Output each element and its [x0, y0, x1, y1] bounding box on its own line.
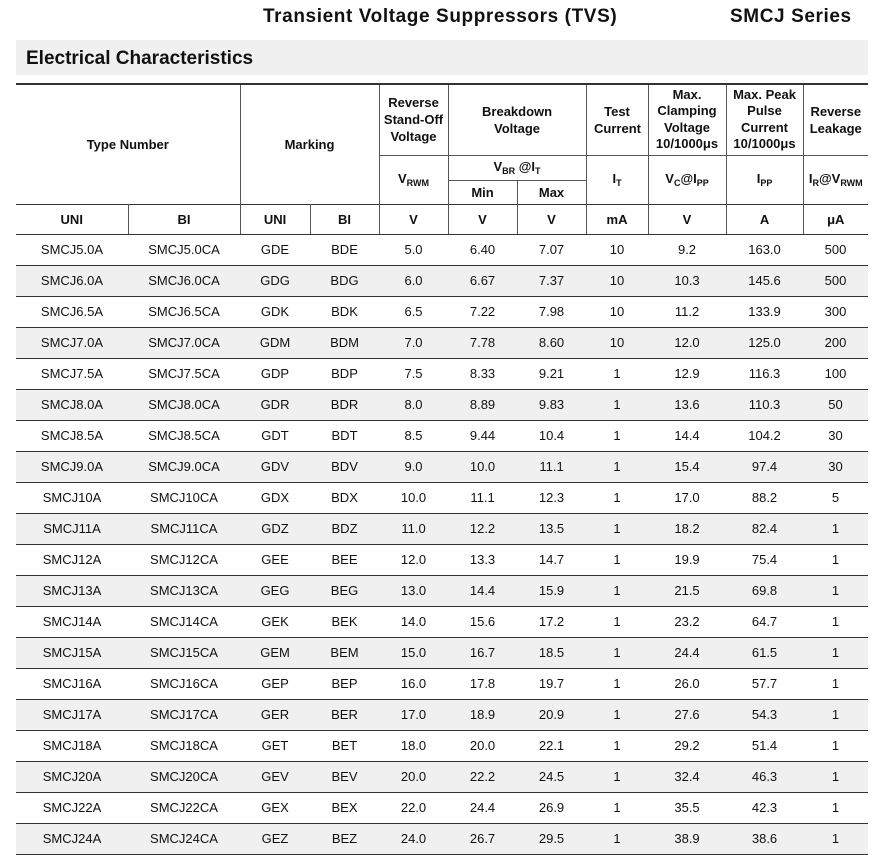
cell-vrwm: 6.0: [379, 265, 448, 296]
cell-it: 10: [586, 296, 648, 327]
cell-ir: 1: [803, 637, 868, 668]
cell-it: 1: [586, 606, 648, 637]
cell-type-uni: SMCJ14A: [16, 606, 128, 637]
cell-type-bi: SMCJ6.0CA: [128, 265, 240, 296]
cell-ir: 1: [803, 544, 868, 575]
cell-type-bi: SMCJ18CA: [128, 730, 240, 761]
cell-vc: 18.2: [648, 513, 726, 544]
cell-vbr-min: 14.4: [448, 575, 517, 606]
cell-vc: 9.2: [648, 234, 726, 265]
cell-vrwm: 24.0: [379, 823, 448, 854]
table-row: [16, 792, 868, 823]
table-row: [16, 265, 868, 296]
cell-it: 1: [586, 513, 648, 544]
cell-vbr-min: 13.3: [448, 544, 517, 575]
units-row: [16, 204, 868, 234]
cell-marking-bi: BDM: [310, 327, 379, 358]
table-row: [16, 699, 868, 730]
cell-marking-uni: GDK: [240, 296, 310, 327]
cell-ir: 1: [803, 668, 868, 699]
cell-ipp: 104.2: [726, 420, 803, 451]
cell-vc: 13.6: [648, 389, 726, 420]
cell-marking-uni: GEV: [240, 761, 310, 792]
cell-marking-bi: BDX: [310, 482, 379, 513]
cell-type-uni: SMCJ6.5A: [16, 296, 128, 327]
cell-marking-bi: BEK: [310, 606, 379, 637]
cell-vbr-max: 14.7: [517, 544, 586, 575]
reverse-leakage-header: [803, 84, 868, 155]
clamping-voltage-label: Max. Clamping Voltage 10/1000μs: [655, 86, 719, 152]
cell-vrwm: 5.0: [379, 234, 448, 265]
unit-cell: V: [517, 204, 586, 234]
cell-marking-bi: BEP: [310, 668, 379, 699]
cell-ipp: 69.8: [726, 575, 803, 606]
cell-vbr-min: 8.89: [448, 389, 517, 420]
reverse-standoff-label: Reverse Stand-Off Voltage: [383, 95, 444, 145]
unit-cell: BI: [310, 204, 379, 234]
cell-vc: 23.2: [648, 606, 726, 637]
cell-type-uni: SMCJ11A: [16, 513, 128, 544]
cell-ipp: 46.3: [726, 761, 803, 792]
table-row: [16, 451, 868, 482]
cell-vbr-max: 15.9: [517, 575, 586, 606]
cell-vrwm: 20.0: [379, 761, 448, 792]
cell-it: 1: [586, 761, 648, 792]
cell-vbr-min: 6.67: [448, 265, 517, 296]
cell-marking-bi: BEE: [310, 544, 379, 575]
cell-marking-bi: BET: [310, 730, 379, 761]
cell-type-bi: SMCJ12CA: [128, 544, 240, 575]
cell-ir: 1: [803, 699, 868, 730]
cell-it: 1: [586, 575, 648, 606]
cell-vc: 19.9: [648, 544, 726, 575]
cell-vbr-max: 13.5: [517, 513, 586, 544]
unit-cell: μA: [803, 204, 868, 234]
cell-type-bi: SMCJ7.0CA: [128, 327, 240, 358]
cell-vc: 14.4: [648, 420, 726, 451]
unit-cell: V: [448, 204, 517, 234]
cell-marking-bi: BDE: [310, 234, 379, 265]
cell-vbr-max: 24.5: [517, 761, 586, 792]
cell-vbr-max: 10.4: [517, 420, 586, 451]
cell-vrwm: 12.0: [379, 544, 448, 575]
cell-type-uni: SMCJ17A: [16, 699, 128, 730]
cell-vc: 38.9: [648, 823, 726, 854]
marking-header: Marking: [240, 84, 379, 204]
cell-vrwm: 9.0: [379, 451, 448, 482]
cell-vrwm: 8.5: [379, 420, 448, 451]
table-row: [16, 823, 868, 854]
cell-ipp: 75.4: [726, 544, 803, 575]
cell-ipp: 110.3: [726, 389, 803, 420]
cell-vbr-min: 7.22: [448, 296, 517, 327]
cell-ipp: 125.0: [726, 327, 803, 358]
cell-type-uni: SMCJ5.0A: [16, 234, 128, 265]
cell-ipp: 57.7: [726, 668, 803, 699]
cell-vbr-max: 29.5: [517, 823, 586, 854]
cell-marking-bi: BEX: [310, 792, 379, 823]
cell-ir: 300: [803, 296, 868, 327]
cell-ipp: 163.0: [726, 234, 803, 265]
cell-vbr-min: 16.7: [448, 637, 517, 668]
cell-vbr-min: 11.1: [448, 482, 517, 513]
cell-ipp: 133.9: [726, 296, 803, 327]
cell-type-bi: SMCJ11CA: [128, 513, 240, 544]
cell-marking-uni: GDE: [240, 234, 310, 265]
cell-vbr-max: 19.7: [517, 668, 586, 699]
cell-vbr-max: 7.37: [517, 265, 586, 296]
cell-ipp: 64.7: [726, 606, 803, 637]
reverse-standoff-header: [379, 84, 448, 155]
cell-vbr-max: 11.1: [517, 451, 586, 482]
cell-marking-uni: GEG: [240, 575, 310, 606]
table-row: [16, 482, 868, 513]
unit-cell: A: [726, 204, 803, 234]
cell-type-bi: SMCJ7.5CA: [128, 358, 240, 389]
cell-ir: 1: [803, 606, 868, 637]
cell-ir: 5: [803, 482, 868, 513]
unit-cell: V: [379, 204, 448, 234]
cell-type-bi: SMCJ17CA: [128, 699, 240, 730]
cell-marking-bi: BDZ: [310, 513, 379, 544]
cell-vbr-min: 26.7: [448, 823, 517, 854]
cell-type-bi: SMCJ24CA: [128, 823, 240, 854]
cell-ir: 500: [803, 234, 868, 265]
cell-vc: 11.2: [648, 296, 726, 327]
table-row: [16, 606, 868, 637]
cell-type-bi: SMCJ9.0CA: [128, 451, 240, 482]
breakdown-max-header: Max: [517, 180, 586, 204]
peak-pulse-current-header: [726, 84, 803, 155]
cell-marking-uni: GDM: [240, 327, 310, 358]
section-title: Electrical Characteristics: [26, 48, 254, 69]
cell-type-bi: SMCJ16CA: [128, 668, 240, 699]
cell-ipp: 145.6: [726, 265, 803, 296]
vrwm-symbol: $V_{RWM}$: [379, 155, 448, 204]
cell-type-uni: SMCJ13A: [16, 575, 128, 606]
table-row: [16, 234, 868, 265]
cell-marking-bi: BDG: [310, 265, 379, 296]
cell-ir: 1: [803, 761, 868, 792]
cell-it: 10: [586, 327, 648, 358]
type-number-header: Type Number: [16, 84, 240, 204]
cell-vbr-min: 17.8: [448, 668, 517, 699]
cell-vbr-max: 17.2: [517, 606, 586, 637]
cell-type-bi: SMCJ15CA: [128, 637, 240, 668]
table-row: [16, 637, 868, 668]
breakdown-min-header: Min: [448, 180, 517, 204]
cell-marking-bi: BDV: [310, 451, 379, 482]
cell-marking-bi: BER: [310, 699, 379, 730]
cell-vbr-max: 8.60: [517, 327, 586, 358]
cell-vrwm: 7.5: [379, 358, 448, 389]
cell-marking-uni: GEE: [240, 544, 310, 575]
unit-cell: V: [648, 204, 726, 234]
cell-type-bi: SMCJ22CA: [128, 792, 240, 823]
cell-vrwm: 10.0: [379, 482, 448, 513]
cell-vbr-min: 10.0: [448, 451, 517, 482]
unit-cell: UNI: [240, 204, 310, 234]
cell-vbr-min: 20.0: [448, 730, 517, 761]
clamping-voltage-header: [648, 84, 726, 155]
cell-type-uni: SMCJ8.5A: [16, 420, 128, 451]
cell-vrwm: 18.0: [379, 730, 448, 761]
cell-vrwm: 17.0: [379, 699, 448, 730]
cell-ir: 50: [803, 389, 868, 420]
cell-vrwm: 7.0: [379, 327, 448, 358]
cell-vrwm: 6.5: [379, 296, 448, 327]
table-body: [16, 234, 868, 854]
cell-ir: 1: [803, 730, 868, 761]
cell-marking-uni: GDX: [240, 482, 310, 513]
cell-vbr-min: 6.40: [448, 234, 517, 265]
cell-vc: 32.4: [648, 761, 726, 792]
table-row: [16, 513, 868, 544]
cell-ipp: 88.2: [726, 482, 803, 513]
cell-ir: 1: [803, 823, 868, 854]
unit-cell: BI: [128, 204, 240, 234]
cell-type-uni: SMCJ12A: [16, 544, 128, 575]
vbr-at-it-symbol: $V_{BR}$ $@I_T$: [448, 155, 586, 180]
cell-type-uni: SMCJ15A: [16, 637, 128, 668]
cell-type-bi: SMCJ6.5CA: [128, 296, 240, 327]
section-header: [16, 40, 868, 75]
cell-type-uni: SMCJ6.0A: [16, 265, 128, 296]
cell-type-uni: SMCJ10A: [16, 482, 128, 513]
cell-vbr-min: 18.9: [448, 699, 517, 730]
cell-vrwm: 11.0: [379, 513, 448, 544]
cell-marking-bi: BEM: [310, 637, 379, 668]
cell-vc: 15.4: [648, 451, 726, 482]
cell-it: 1: [586, 544, 648, 575]
cell-vbr-max: 9.83: [517, 389, 586, 420]
cell-it: 1: [586, 699, 648, 730]
table-row: [16, 389, 868, 420]
cell-ir: 1: [803, 513, 868, 544]
cell-vc: 10.3: [648, 265, 726, 296]
cell-ipp: 61.5: [726, 637, 803, 668]
cell-vc: 35.5: [648, 792, 726, 823]
cell-vc: 29.2: [648, 730, 726, 761]
cell-marking-uni: GDR: [240, 389, 310, 420]
cell-vc: 17.0: [648, 482, 726, 513]
cell-vrwm: 22.0: [379, 792, 448, 823]
cell-vbr-min: 22.2: [448, 761, 517, 792]
cell-type-bi: SMCJ13CA: [128, 575, 240, 606]
cell-type-bi: SMCJ10CA: [128, 482, 240, 513]
cell-vbr-max: 7.07: [517, 234, 586, 265]
cell-ir: 100: [803, 358, 868, 389]
cell-ir: 30: [803, 451, 868, 482]
cell-vbr-max: 26.9: [517, 792, 586, 823]
cell-it: 1: [586, 637, 648, 668]
unit-cell: UNI: [16, 204, 128, 234]
cell-type-bi: SMCJ8.5CA: [128, 420, 240, 451]
table-row: [16, 420, 868, 451]
cell-type-bi: SMCJ20CA: [128, 761, 240, 792]
cell-it: 1: [586, 482, 648, 513]
cell-vc: 12.0: [648, 327, 726, 358]
cell-vrwm: 15.0: [379, 637, 448, 668]
table-row: [16, 296, 868, 327]
cell-it: 10: [586, 234, 648, 265]
series-name: SMCJ Series: [730, 6, 852, 27]
cell-it: 1: [586, 451, 648, 482]
cell-vbr-max: 9.21: [517, 358, 586, 389]
ir-at-vrwm-symbol: $I_R@V_{RWM}$: [803, 155, 868, 204]
cell-type-uni: SMCJ20A: [16, 761, 128, 792]
cell-type-uni: SMCJ18A: [16, 730, 128, 761]
cell-ipp: 51.4: [726, 730, 803, 761]
cell-vbr-min: 7.78: [448, 327, 517, 358]
cell-it: 1: [586, 668, 648, 699]
cell-marking-uni: GET: [240, 730, 310, 761]
cell-vc: 26.0: [648, 668, 726, 699]
cell-marking-uni: GEX: [240, 792, 310, 823]
cell-type-uni: SMCJ9.0A: [16, 451, 128, 482]
cell-vbr-min: 12.2: [448, 513, 517, 544]
cell-vc: 12.9: [648, 358, 726, 389]
cell-it: 1: [586, 823, 648, 854]
cell-vbr-min: 8.33: [448, 358, 517, 389]
cell-it: 1: [586, 420, 648, 451]
cell-vbr-max: 7.98: [517, 296, 586, 327]
cell-ir: 500: [803, 265, 868, 296]
cell-vbr-max: 22.1: [517, 730, 586, 761]
cell-vbr-min: 9.44: [448, 420, 517, 451]
table-row: [16, 327, 868, 358]
cell-marking-uni: GEZ: [240, 823, 310, 854]
cell-it: 1: [586, 730, 648, 761]
cell-type-uni: SMCJ24A: [16, 823, 128, 854]
cell-marking-uni: GDZ: [240, 513, 310, 544]
cell-ipp: 82.4: [726, 513, 803, 544]
cell-marking-uni: GDV: [240, 451, 310, 482]
breakdown-voltage-label: Breakdown Voltage: [482, 103, 553, 136]
cell-marking-bi: BDK: [310, 296, 379, 327]
cell-vbr-max: 20.9: [517, 699, 586, 730]
it-symbol: $I_T$: [586, 155, 648, 204]
cell-vrwm: 13.0: [379, 575, 448, 606]
cell-vc: 24.4: [648, 637, 726, 668]
cell-ipp: 54.3: [726, 699, 803, 730]
cell-type-uni: SMCJ7.0A: [16, 327, 128, 358]
test-current-label: Test Current: [594, 103, 641, 136]
vc-at-ipp-symbol: $V_C@I_{PP}$: [648, 155, 726, 204]
cell-marking-bi: BDT: [310, 420, 379, 451]
cell-type-bi: SMCJ8.0CA: [128, 389, 240, 420]
cell-type-bi: SMCJ5.0CA: [128, 234, 240, 265]
cell-ir: 1: [803, 575, 868, 606]
cell-vbr-max: 18.5: [517, 637, 586, 668]
peak-pulse-current-label: Max. Peak Pulse Current 10/1000μs: [733, 86, 796, 152]
breakdown-voltage-header: [448, 84, 586, 155]
reverse-leakage-label: Reverse Leakage: [809, 103, 862, 136]
cell-ipp: 42.3: [726, 792, 803, 823]
cell-vc: 21.5: [648, 575, 726, 606]
table-row: [16, 575, 868, 606]
cell-marking-bi: BEV: [310, 761, 379, 792]
cell-marking-uni: GDP: [240, 358, 310, 389]
cell-marking-uni: GEP: [240, 668, 310, 699]
cell-it: 10: [586, 265, 648, 296]
cell-ipp: 97.4: [726, 451, 803, 482]
cell-it: 1: [586, 389, 648, 420]
cell-type-uni: SMCJ22A: [16, 792, 128, 823]
table-row: [16, 730, 868, 761]
unit-cell: mA: [586, 204, 648, 234]
cell-it: 1: [586, 792, 648, 823]
cell-ir: 200: [803, 327, 868, 358]
cell-type-bi: SMCJ14CA: [128, 606, 240, 637]
cell-ipp: 38.6: [726, 823, 803, 854]
cell-marking-uni: GEK: [240, 606, 310, 637]
table-row: [16, 668, 868, 699]
cell-marking-bi: BEZ: [310, 823, 379, 854]
test-current-header: [586, 84, 648, 155]
document-title: Transient Voltage Suppressors (TVS): [263, 6, 618, 27]
table-row: [16, 544, 868, 575]
table-row: [16, 358, 868, 389]
cell-ipp: 116.3: [726, 358, 803, 389]
cell-vrwm: 14.0: [379, 606, 448, 637]
cell-vbr-max: 12.3: [517, 482, 586, 513]
table-row: [16, 761, 868, 792]
cell-vbr-min: 24.4: [448, 792, 517, 823]
cell-ir: 1: [803, 792, 868, 823]
cell-marking-bi: BEG: [310, 575, 379, 606]
cell-marking-bi: BDR: [310, 389, 379, 420]
cell-type-uni: SMCJ16A: [16, 668, 128, 699]
cell-ir: 30: [803, 420, 868, 451]
cell-marking-uni: GDG: [240, 265, 310, 296]
cell-marking-uni: GEM: [240, 637, 310, 668]
cell-vrwm: 8.0: [379, 389, 448, 420]
cell-it: 1: [586, 358, 648, 389]
cell-marking-uni: GDT: [240, 420, 310, 451]
ipp-symbol: $I_{PP}$: [726, 155, 803, 204]
cell-vrwm: 16.0: [379, 668, 448, 699]
cell-marking-bi: BDP: [310, 358, 379, 389]
cell-marking-uni: GER: [240, 699, 310, 730]
cell-vbr-min: 15.6: [448, 606, 517, 637]
electrical-characteristics-table: [16, 83, 868, 855]
cell-vc: 27.6: [648, 699, 726, 730]
cell-type-uni: SMCJ7.5A: [16, 358, 128, 389]
cell-type-uni: SMCJ8.0A: [16, 389, 128, 420]
